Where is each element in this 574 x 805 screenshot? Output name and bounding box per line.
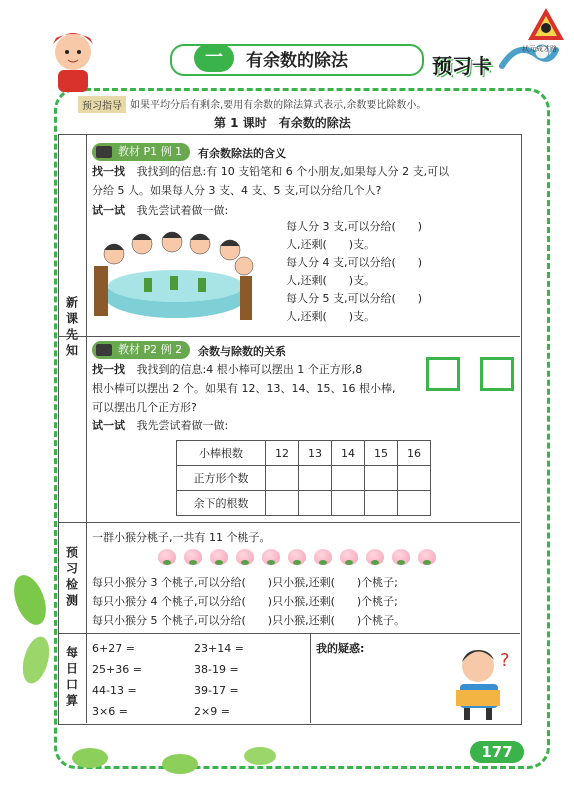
unit-title: 有余数的除法 <box>246 51 348 71</box>
question-1b: 人,还剩( )支。 <box>286 238 376 251</box>
peach-icon <box>158 549 176 565</box>
textbook-pill-2 <box>92 341 190 359</box>
boy-reading-illustration <box>450 642 516 722</box>
column-header: 16 <box>398 441 431 466</box>
divider <box>58 522 520 523</box>
peach-icon <box>262 549 280 565</box>
try-text: 我先尝试着做一做: <box>136 204 229 217</box>
math-item: 39-17 = <box>194 684 239 697</box>
check-question-2: 每只小猴分 4 个桃子,可以分给( )只小猴,还剩( )个桃子; <box>92 595 398 608</box>
example1-try <box>92 201 228 220</box>
textbook-pill-label: 教材 P2 例 2 <box>118 343 183 356</box>
try-text: 我先尝试着做一做: <box>136 419 229 432</box>
divider <box>58 336 520 337</box>
try-label: 试一试 <box>92 204 125 217</box>
leaves-decoration <box>0 560 60 720</box>
peach-icon <box>314 549 332 565</box>
find-text-line3: 可以摆出几个正方形? <box>92 401 197 414</box>
example2-try <box>92 416 228 435</box>
answer-cell[interactable] <box>299 466 332 491</box>
table-row <box>177 491 431 516</box>
column-header: 14 <box>332 441 365 466</box>
row-header: 小棒根数 <box>177 441 266 466</box>
math-item: 38-19 = <box>194 663 239 676</box>
answer-cell[interactable] <box>266 466 299 491</box>
peach-icon <box>366 549 384 565</box>
children-table-illustration <box>94 226 254 326</box>
preview-card-label: 预习卡 <box>432 54 492 78</box>
peach-icon <box>418 549 436 565</box>
stick-square-2 <box>480 357 514 391</box>
math-item: 44-13 = <box>92 684 137 697</box>
example2-find <box>92 360 422 417</box>
example1-title: 有余数除法的含义 <box>198 147 286 160</box>
math-item: 23+14 = <box>194 642 244 655</box>
find-label: 找一找 <box>92 363 125 376</box>
example1-find <box>92 162 517 200</box>
divider <box>310 633 311 723</box>
example1-questions <box>286 218 486 326</box>
find-text-line2: 根小棒可以摆出 2 个。如果有 12、13、14、15、16 根小棒, <box>92 382 396 395</box>
side-label-new: 新课先知 <box>58 134 87 522</box>
question-2a: 每人分 4 支,可以分给( ) <box>286 256 423 269</box>
pencil-icon <box>96 344 112 356</box>
question-1a: 每人分 3 支,可以分给( ) <box>286 220 423 233</box>
check-question-1: 每只小猴分 3 个桃子,可以分给( )只小猴,还剩( )个桃子; <box>92 576 398 589</box>
peach-icon <box>340 549 358 565</box>
math-item: 6+27 = <box>92 642 135 655</box>
sticks-table <box>176 440 431 516</box>
answer-cell[interactable] <box>299 491 332 516</box>
side-label-check: 预习检测 <box>58 522 87 633</box>
column-header: 12 <box>266 441 299 466</box>
try-label: 试一试 <box>92 419 125 432</box>
stick-square-1 <box>426 357 460 391</box>
question-3a: 每人分 5 支,可以分给( ) <box>286 292 423 305</box>
answer-cell[interactable] <box>398 466 431 491</box>
unit-number-badge: 一 <box>194 44 234 72</box>
answer-cell[interactable] <box>266 491 299 516</box>
peach-icon <box>210 549 228 565</box>
check-question-3: 每只小猴分 5 个桃子,可以分给( )只小猴,还剩( )个桃子。 <box>92 614 406 627</box>
row-header: 余下的根数 <box>177 491 266 516</box>
find-text-line1: 我找到的信息:有 10 支铅笔和 6 个小朋友,如果每人分 2 支,可以 <box>136 165 450 178</box>
answer-cell[interactable] <box>365 491 398 516</box>
svg-text:?: ? <box>500 650 510 671</box>
dragon-illustration <box>498 36 560 76</box>
find-text-line1: 我找到的信息:4 根小棒可以摆出 1 个正方形,8 <box>136 363 363 376</box>
answer-cell[interactable] <box>332 466 365 491</box>
math-item: 2×9 = <box>194 705 230 718</box>
side-label-mental-math: 每日口算 <box>58 633 87 723</box>
mental-math-left <box>92 638 142 722</box>
column-header: 15 <box>365 441 398 466</box>
mental-math-right <box>194 638 244 722</box>
question-label: 我的疑惑: <box>316 642 365 655</box>
textbook-pill-1 <box>92 143 190 161</box>
check-intro: 一群小猴分桃子,一共有 11 个桃子。 <box>92 531 271 544</box>
answer-cell[interactable] <box>398 491 431 516</box>
peach-icon <box>288 549 306 565</box>
table-row <box>177 466 431 491</box>
example2-title: 余数与除数的关系 <box>198 345 286 358</box>
answer-cell[interactable] <box>365 466 398 491</box>
find-text-line2: 分给 5 人。如果每人分 3 支、4 支、5 支,可以分给几个人? <box>92 184 382 197</box>
textbook-pill-label: 教材 P1 例 1 <box>118 145 183 158</box>
table-row <box>177 441 431 466</box>
mascot-boy-illustration <box>40 26 106 96</box>
question-3b: 人,还剩( )支。 <box>286 310 376 323</box>
page-number: 177 <box>470 741 524 763</box>
divider <box>58 633 520 634</box>
leaves-decoration <box>60 736 320 796</box>
pencil-icon <box>96 146 112 158</box>
peach-icon <box>236 549 254 565</box>
math-item: 3×6 = <box>92 705 128 718</box>
guide-tag: 预习指导 <box>78 96 126 113</box>
peach-icon <box>392 549 410 565</box>
lesson-title: 第 1 课时 有余数的除法 <box>214 116 351 130</box>
row-header: 正方形个数 <box>177 466 266 491</box>
math-item: 25+36 = <box>92 663 142 676</box>
brand-name: 状元成才路 <box>522 45 557 53</box>
answer-cell[interactable] <box>332 491 365 516</box>
check-questions <box>92 573 517 630</box>
peach-icon <box>184 549 202 565</box>
question-2b: 人,还剩( )支。 <box>286 274 376 287</box>
find-label: 找一找 <box>92 165 125 178</box>
guide-text: 如果平均分后有剩余,要用有余数的除法算式表示,余数要比除数小。 <box>130 100 427 111</box>
column-header: 13 <box>299 441 332 466</box>
